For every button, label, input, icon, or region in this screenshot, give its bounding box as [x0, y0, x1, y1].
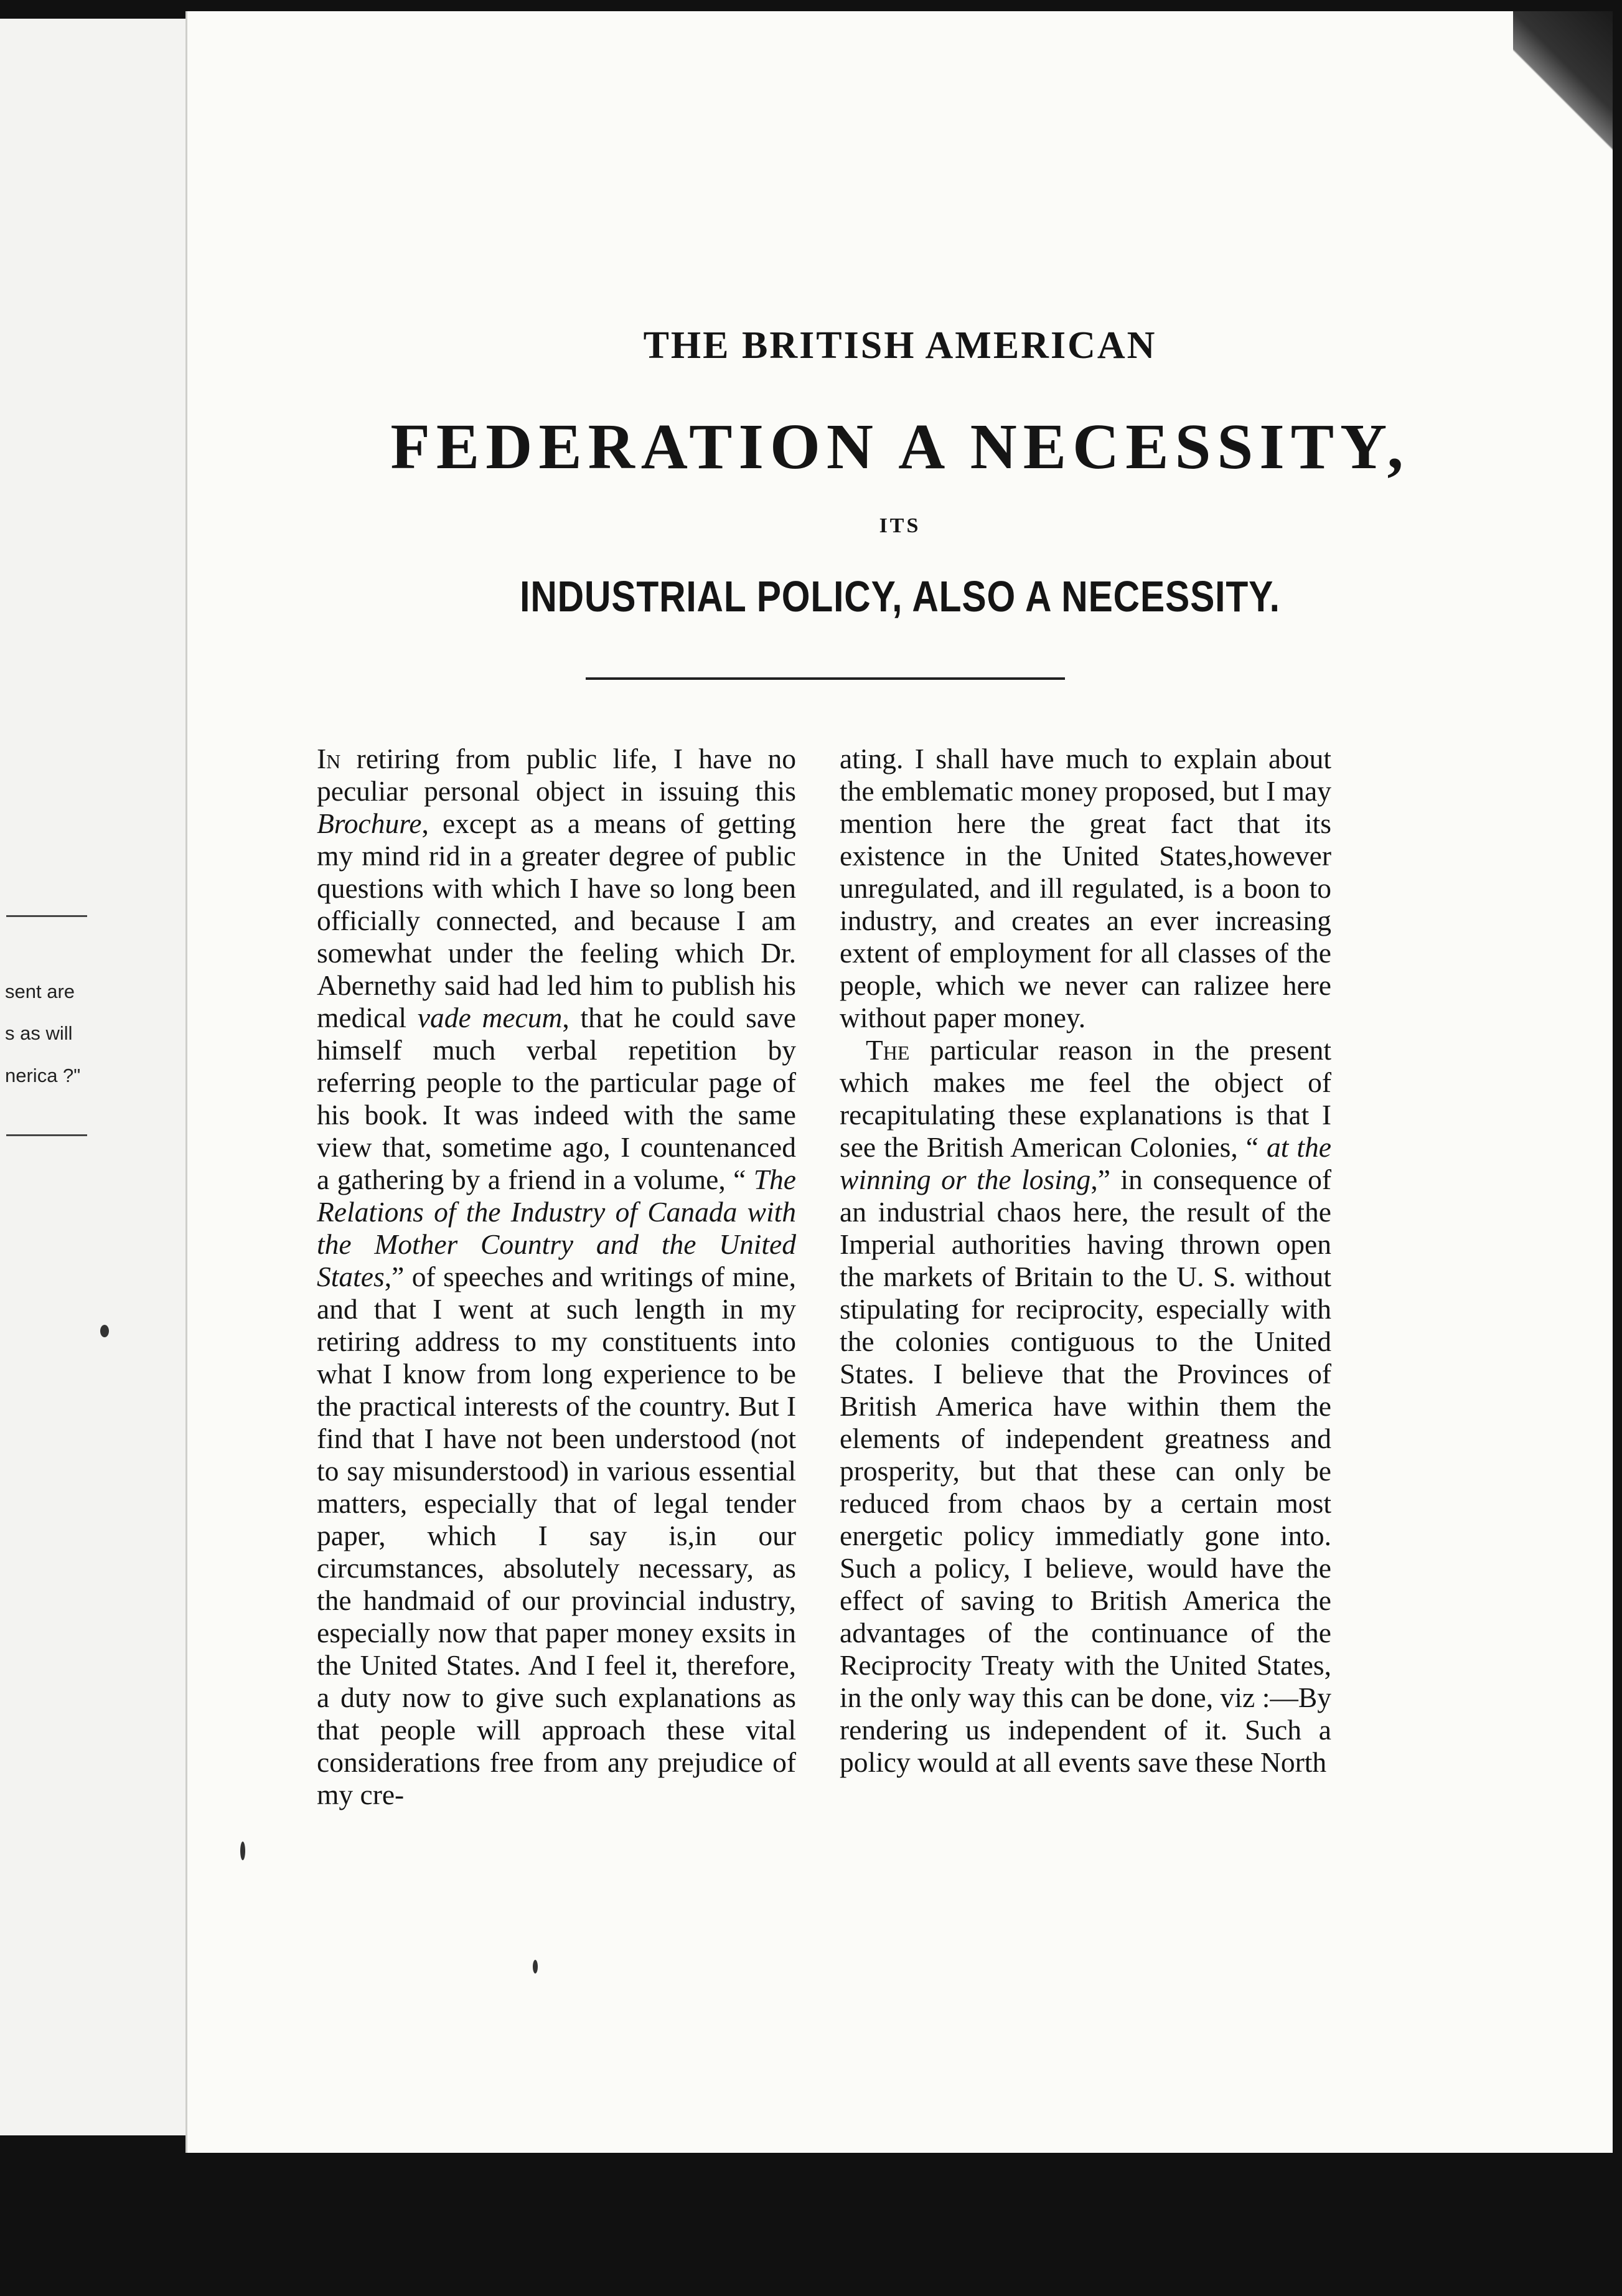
ink-speck [533, 1960, 538, 1974]
facing-page-fragment-3: nerica ?" [5, 1065, 81, 1086]
ink-speck [100, 1325, 109, 1337]
paragraph-2 [840, 1034, 1331, 1779]
italic-quote: at the winning or the losing [840, 1131, 1331, 1195]
facing-page-fragment-2: s as will [5, 1022, 73, 1044]
paragraph-1 [317, 743, 796, 1811]
heading-line-3: ITS [879, 514, 921, 537]
text-run: , that he could save himself much verbal repetition by referring people to the particular page of his book. It was indeed with the same view that, sometime ago, I countenanced a gathering by a friend in a volume, “ [317, 1002, 797, 1195]
italic-term: vade mecum [417, 1002, 563, 1033]
facing-page-rule-bottom [6, 1134, 87, 1136]
text-run: , except as a means of getting my mind rid in a greater degree of public questions with which I have so long been officially connected, and because I am somewhat under the feeling which Dr. Abernethy said had led him to publish his medical [317, 807, 796, 1033]
book-title: The Relations of the Industry of Canada with the Mother Country and the United States [317, 1164, 796, 1292]
body-column-right [840, 743, 1331, 1779]
facing-page-rule-top [6, 915, 87, 917]
italic-term: Brochure [317, 807, 422, 839]
torn-corner [1513, 11, 1613, 161]
heading-line-2: FEDERATION A NECESSITY, [390, 411, 1410, 482]
ink-speck [240, 1842, 245, 1860]
document-page [185, 11, 1613, 2153]
heading-rule [586, 677, 1065, 680]
paragraph-continuation: ating. I shall have much to explain about the emblematic money proposed, but I may mention here the great fact that its existence in the United States,however unregulated, and ill regulated, is a boon to industry, and creates an ever increasing extent of employment for all classes of the people, which we never can ralizee here without paper money. [840, 743, 1331, 1033]
text-run: ,” of speeches and writings of mine, and that I went at such length in my retiring address to my constituents into what I know from long experience to be the practical interests of the country. But I find that I have not been understood (not to say misunderstood) in various essential matters, especially that of legal tender paper, which I say is,in our circumstances, absolutely necessary, as the handmaid of our provincial industry, especially now that paper money exsits in the United States. And I feel it, therefore, a duty now to give such explanations as that people will approach these vital considerations free from any prejudice of my cre- [317, 1261, 796, 1810]
text-run: particular reason in the present which makes me feel the object of recapitulating these explanations is that I see the British American Colonies, “ [840, 1034, 1331, 1163]
small-caps-lead: The [866, 1034, 910, 1066]
facing-page [0, 19, 187, 2135]
text-run: retiring from public life, I have no peculiar personal object in issuing this [317, 743, 796, 807]
facing-page-fragment-1: sent are [5, 981, 75, 1002]
heading-line-1: THE BRITISH AMERICAN [643, 324, 1157, 367]
body-column-left [317, 743, 796, 1811]
text-run: ,” in consequence of an industrial chaos here, the result of the Imperial authorities having thrown open the markets of Britain to the U. S. without stipulating for reciprocity, especially with the colonies contiguous to the United States. I believe that the Provinces of British America have within them the elements of independent greatness and prosperity, but that these can only be reduced from chaos by a certain most energetic policy immediatly gone into. Such a policy, I believe, would have the effect of saving to British America the advantages of the continuance of the Reciprocity Treaty with the United States, in the only way this can be done, viz :—By rendering us independent of it. Such a policy would at all events save these North [840, 1164, 1331, 1778]
heading-line-4: INDUSTRIAL POLICY, ALSO A NECESSITY. [520, 572, 1280, 621]
drop-cap: In [317, 743, 341, 774]
